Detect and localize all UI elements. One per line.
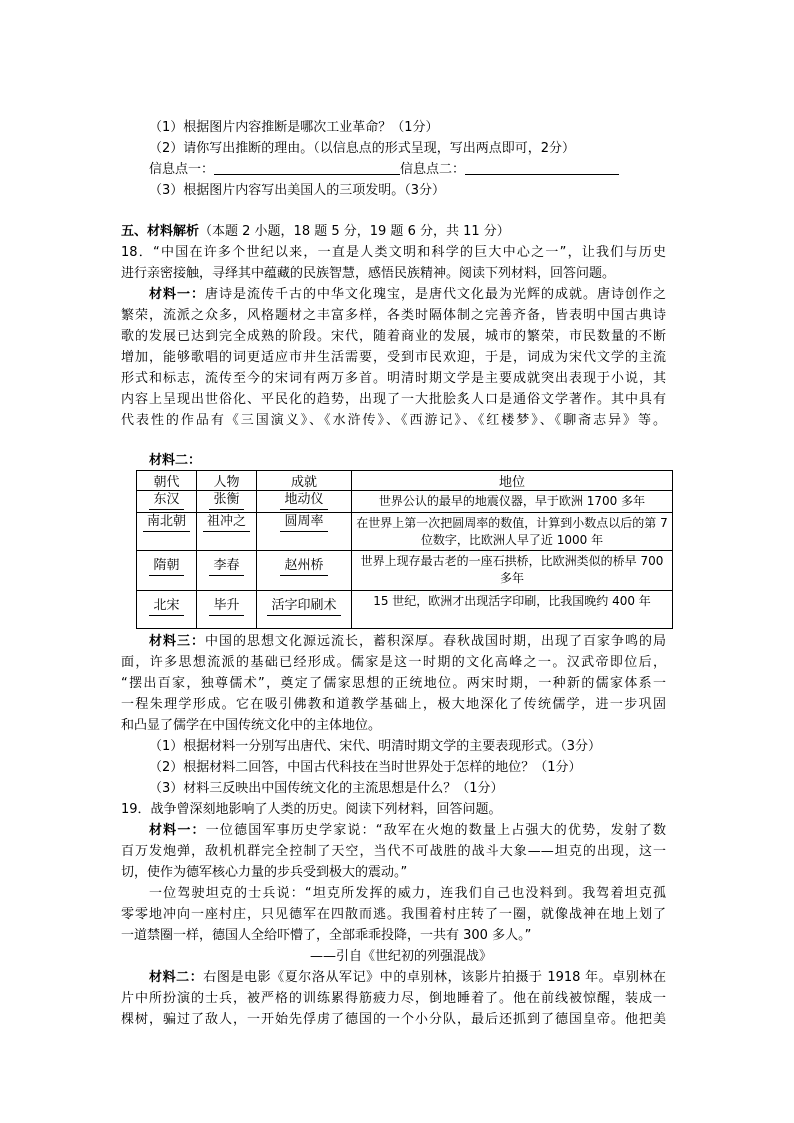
table-cell: 隋朝 xyxy=(149,557,183,576)
info-point-1-label: 信息点一： xyxy=(149,162,215,177)
table-cell: 地动仪 xyxy=(280,491,327,510)
section-title xyxy=(121,222,510,242)
q19-citation: ——引自《世纪初的列强混战》 xyxy=(310,949,493,964)
table-header-cell: 地位 xyxy=(352,471,673,491)
table-header-cell: 朝代 xyxy=(137,471,197,491)
q18-material-1-line: 形式和标志，流传至今的宋词有两万多首。明清时期文学是主要成就突出表现于小说，其 xyxy=(121,371,666,386)
material-label: 材料一： xyxy=(149,823,206,838)
table-cell: 祖冲之 xyxy=(203,513,250,532)
q18-material-1-line: 歌的发展已达到完全成熟的阶段。宋代，随着商业的发展，城市的繁荣，市民数量的不断 xyxy=(121,329,666,344)
info-point-1-blank[interactable] xyxy=(214,160,400,175)
q19-material-2-line xyxy=(149,968,666,988)
material-text: 一位德国军事历史学家说：“敌军在火炮的数量上占强大的优势，发射了数 xyxy=(205,823,666,838)
material-label: 材料一： xyxy=(149,287,205,302)
info-point-2-label: 信息点二： xyxy=(400,162,466,177)
table-cell: 毕升 xyxy=(209,597,243,616)
q18-material-1-line xyxy=(149,285,666,305)
q18-material-3-line: 一程朱理学形成。它在吸引佛教和道教学基础上，极大地深化了传统儒学，进一步巩固 xyxy=(121,697,666,712)
q18-material-3-line: “摆出百家，独尊儒术”，奠定了儒家思想的正统地位。两宋时期，一种新的儒家体系一 xyxy=(121,676,666,691)
info-point-2-blank[interactable] xyxy=(465,160,619,175)
q19-material-1b-line: 一位驾驶坦克的士兵说：“坦克所发挥的威力，连我们自己也没料到。我驾着坦克孤 xyxy=(149,886,666,901)
table-cell: 在世界上第一次把圆周率的数值，计算到小数点以后的第 7 位数字，比欧洲人早了近 1000 年 xyxy=(356,516,668,547)
table-row xyxy=(137,551,673,591)
material-label: 材料三： xyxy=(149,634,205,649)
q18-material-1-line: 繁荣，流派之众多，风格题材之丰富多样，各类时隔体制之完善齐备，皆表明中国古典诗 xyxy=(121,308,666,323)
question-2-line: （2）请你写出推断的理由。（以信息点的形式呈现，写出两点即可，2分） xyxy=(149,141,576,156)
q18-material-3-line: 面，许多思想流派的基础已经形成。儒家是这一时期的文化高峰之一。汉武帝即位后， xyxy=(121,655,666,670)
q18-material-2-label: 材料二： xyxy=(149,453,202,468)
q18-intro-line: 进行亲密接触，寻绎其中蕴藏的民族智慧，感悟民族精神。阅读下列材料，回答问题。 xyxy=(121,266,616,281)
table-header-cell: 人物 xyxy=(197,471,257,491)
question-3-line: （3）根据图片内容写出美国人的三项发明。（3分） xyxy=(149,183,446,198)
q18-material-1-line: 增加，能够歌唱的词更适应市井生活需要，受到市民欢迎，于是，词成为宋代文学的主流 xyxy=(121,350,666,365)
q18-subquestion: （3）材料三反映出中国传统文化的主流思想是什么？（1分） xyxy=(149,781,504,796)
q19-material-1-line xyxy=(149,821,666,841)
question-1-line: （1）根据图片内容推断是哪次工业革命？（1分） xyxy=(149,120,439,135)
q19-intro: 19．战争曾深刻地影响了人类的历史。阅读下列材料，回答问题。 xyxy=(121,802,502,817)
table-cell: 东汉 xyxy=(149,491,183,510)
table-cell: 北宋 xyxy=(149,597,183,616)
material-2-table xyxy=(136,470,673,629)
material-text: 右图是电影《夏尔洛从军记》中的卓别林，该影片拍摄于 1918 年。卓别林在 xyxy=(203,970,666,985)
q18-material-1-line: 内容上呈现出世俗化、平民化的趋势，出现了一大批脍炙人口是通俗文学著作。其中具有 xyxy=(121,392,666,407)
section-heading: 五、材料解析 xyxy=(121,224,200,239)
table-cell: 圆周率 xyxy=(280,513,327,532)
section-score-note: （本题 2 小题，18 题 5 分，19 题 6 分，共 11 分） xyxy=(199,224,510,239)
q19-material-1b-line: 一道禁圈一样，德国人全给吓懵了，全部乖乖投降，一共有 300 多人。” xyxy=(121,928,532,943)
q19-material-1-line: 切，使作为德军核心力量的步兵受到极大的震动。” xyxy=(121,865,408,880)
material-text: 唐诗是流传千古的中华文化瑰宝，是唐代文化最为光辉的成就。唐诗创作之 xyxy=(205,287,666,302)
material-text: 中国的思想文化源远流长，蓄积深厚。春秋战国时期，出现了百家争鸣的局 xyxy=(205,634,666,649)
q19-material-2-line: 片中所扮演的士兵，被严格的训练累得筋疲力尽，倒地睡着了。他在前线被惊醒，装成一 xyxy=(121,991,666,1006)
q18-intro-line: 18．“中国在许多个世纪以来，一直是人类文明和科学的巨大中心之一”，让我们与历史 xyxy=(121,245,666,260)
table-cell: 南北朝 xyxy=(143,513,190,532)
q19-material-1-line: 百万发炮弹，敌机机群完全控制了天空，当代不可战胜的战斗大象——坦克的出现，这一 xyxy=(121,844,666,859)
table-row xyxy=(137,591,673,629)
q19-material-1b-line: 零零地冲向一座村庄，只见德军在四散而逃。我围着村庄转了一圈，就像战神在地上划了 xyxy=(121,907,666,922)
table-row xyxy=(137,513,673,551)
table-header-row xyxy=(137,471,673,491)
table-cell: 世界公认的最早的地震仪器，早于欧洲 1700 多年 xyxy=(378,494,646,508)
table-header-cell: 成就 xyxy=(257,471,352,491)
info-points-line xyxy=(149,160,619,180)
q19-material-2-line: 棵树，骗过了敌人，一开始先俘虏了德国的一个小分队，最后还抓到了德国皇帝。他把美 xyxy=(121,1012,666,1027)
table-cell: 世界上现存最古老的一座石拱桥，比欧洲类似的桥早 700 多年 xyxy=(360,554,664,585)
table-cell: 张衡 xyxy=(209,491,243,510)
q18-material-3-line xyxy=(149,632,666,652)
q18-material-1-line: 代表性的作品有《三国演义》、《水浒传》、《西游记》、《红楼梦》、《聊斋志异》等。 xyxy=(121,413,666,428)
table-cell: 赵州桥 xyxy=(280,557,327,576)
q18-subquestion: （1）根据材料一分别写出唐代、宋代、明清时期文学的主要表现形式。（3分） xyxy=(149,739,602,754)
table-cell: 李春 xyxy=(209,557,243,576)
q18-subquestion: （2）根据材料二回答，中国古代科技在当时世界处于怎样的地位？（1分） xyxy=(149,760,582,775)
material-label: 材料二： xyxy=(149,970,204,985)
q18-material-3-line: 和凸显了儒学在中国传统文化中的主体地位。 xyxy=(121,718,382,733)
table-cell: 15 世纪，欧洲才出现活字印刷，比我国晚约 400 年 xyxy=(373,594,651,608)
table-cell: 活字印刷术 xyxy=(267,597,340,616)
table-row xyxy=(137,491,673,513)
